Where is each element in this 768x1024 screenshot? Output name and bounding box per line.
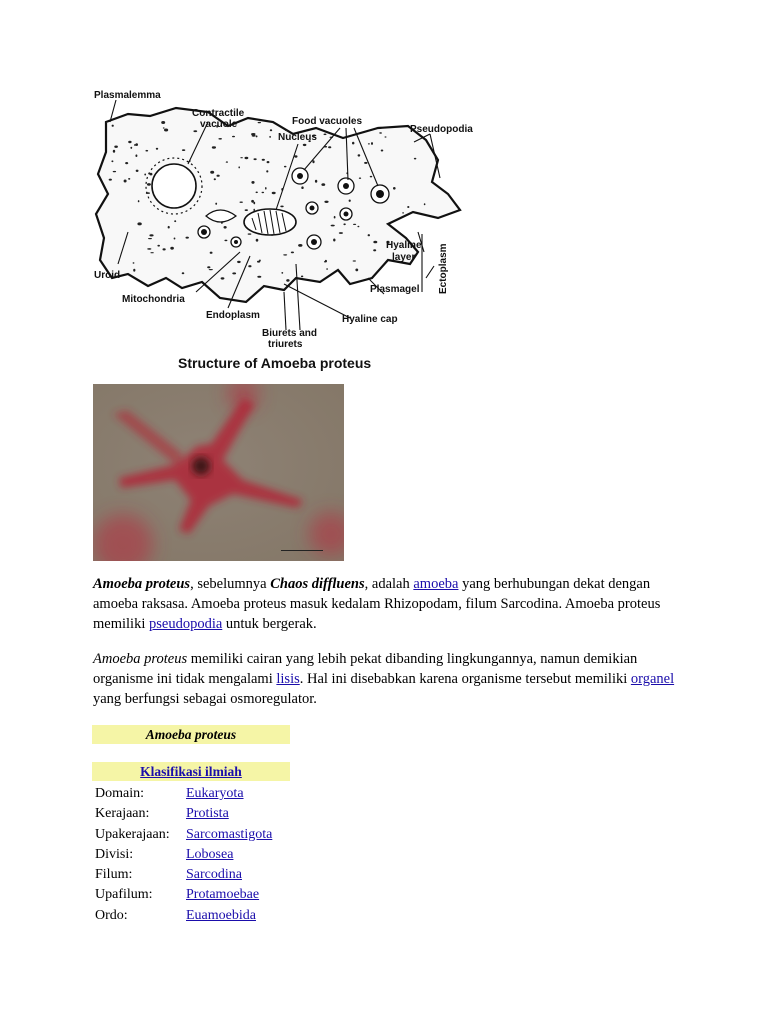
label-hyaline-cap: Hyaline cap: [342, 314, 398, 325]
label-contractile-vacuole-2: vacuole: [200, 119, 238, 130]
scale-bar: [281, 550, 323, 551]
label-food-vacuoles: Food vacuoles: [292, 116, 363, 127]
species-name-2: Amoeba proteus: [93, 651, 188, 667]
label-biurets-1: Biurets and: [262, 328, 318, 339]
label-mitochondria: Mitochondria: [122, 294, 185, 305]
species-name: Amoeba proteus: [93, 576, 191, 592]
diagram-title: Structure of Amoeba proteus: [178, 355, 372, 371]
link-lisis[interactable]: lisis: [276, 670, 300, 687]
label-nucleus: Nucleus: [278, 132, 317, 143]
taxonomy-rank: Domain:: [95, 786, 144, 801]
label-ectoplasm: Ectoplasm: [438, 243, 449, 294]
label-plasmagel: Plasmagel: [370, 284, 420, 295]
para2-text-3: yang berfungsi sebagai osmoregulator.: [93, 690, 317, 707]
taxonomy-rank: Upakerajaan:: [95, 826, 170, 842]
link-organel[interactable]: organel: [630, 670, 675, 687]
taxonomy-value-link[interactable]: Euamoebida: [186, 907, 256, 923]
para1-text-2: , adalah: [364, 576, 414, 592]
taxobox-title: Amoeba proteus: [92, 725, 290, 744]
para2-text-2: . Hal ini disebabkan karena organisme tersebut memiliki: [299, 670, 631, 687]
label-hyaline-layer-1: Hyaline: [386, 240, 422, 251]
taxonomy-rank: Divisi:: [95, 846, 134, 862]
amoeba-structure-diagram: [88, 82, 488, 374]
taxobox-classification-header: [92, 762, 290, 781]
taxonomy-value-link[interactable]: Sarcomastigota: [186, 826, 273, 842]
taxonomy-value-link[interactable]: Lobosea: [186, 846, 234, 862]
label-biurets-2: triurets: [268, 339, 303, 350]
taxonomy-value-link[interactable]: Protamoebae: [186, 887, 260, 903]
label-hyaline-layer-2: layer: [392, 252, 416, 263]
amoeba-nucleus-stain: [192, 457, 210, 475]
label-contractile-vacuole-1: Contractile: [192, 108, 245, 119]
taxonomy-value-link[interactable]: Sarcodina: [186, 867, 242, 883]
osmoregulation-paragraph: [93, 650, 683, 709]
intro-paragraph: [93, 575, 683, 634]
para1-text-3: yang berhubungan dekat dengan amoeba raksasa. Amoeba proteus masuk kedalam Rhizopodam, filum Sarcodina. Amoeba proteus memiliki: [93, 576, 661, 632]
taxonomy-rank: Kerajaan:: [95, 806, 150, 822]
former-name: Chaos diffluens: [270, 576, 365, 592]
para2-text-1: memiliki cairan yang lebih pekat dibanding lingkungannya, namun demikian organisme ini tidak mengalami: [93, 651, 638, 687]
label-endoplasm: Endoplasm: [206, 310, 260, 321]
taxonomy-rank: Ordo:: [95, 907, 128, 923]
para1-text-4: untuk bergerak.: [222, 615, 317, 632]
label-plasmalemma: Plasmalemma: [94, 90, 161, 101]
label-uroid: Uroid: [94, 270, 121, 281]
link-amoeba[interactable]: amoeba: [413, 576, 459, 592]
amoeba-micrograph: [93, 384, 344, 561]
link-pseudopodia[interactable]: pseudopodia: [148, 615, 223, 632]
label-pseudopodia: Pseudopodia: [410, 124, 473, 135]
taxonomy-rank: Filum:: [95, 867, 133, 883]
taxonomy-value-link[interactable]: Eukaryota: [186, 786, 244, 801]
link-klasifikasi-ilmiah[interactable]: Klasifikasi ilmiah: [140, 764, 242, 779]
contractile-vacuole-shape: [152, 164, 196, 208]
taxonomy-value-link[interactable]: Protista: [186, 806, 229, 822]
para1-text-1: , sebelumnya: [190, 576, 271, 592]
taxonomy-rank: Upafilum:: [95, 887, 153, 903]
